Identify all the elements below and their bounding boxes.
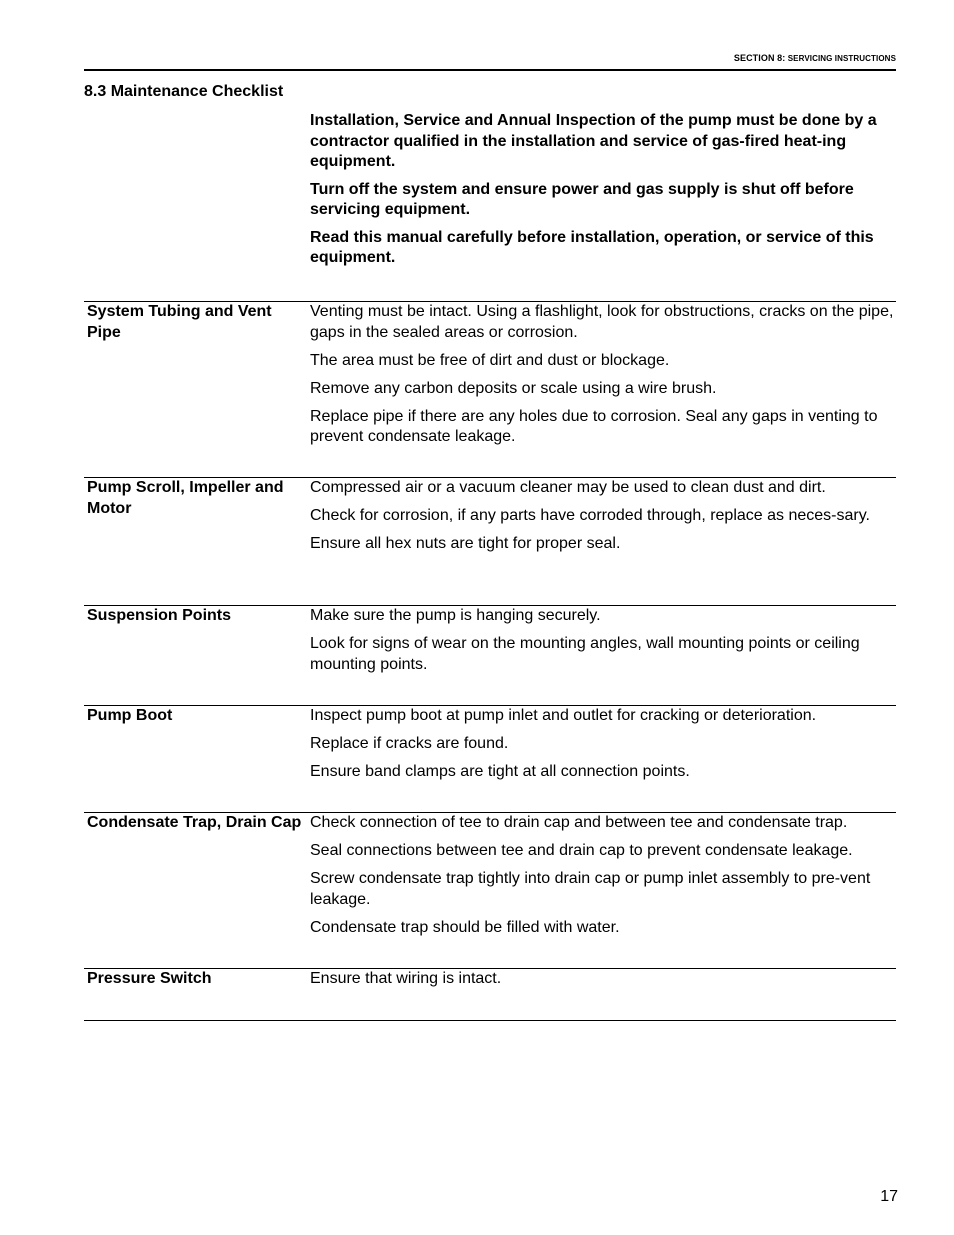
checklist-item: Ensure that wiring is intact.: [310, 970, 502, 987]
checklist-item: Venting must be intact. Using a flashlight, look for obstructions, cracks on the pipe, gaps in the sealed areas or corrosion.: [310, 303, 894, 341]
table-bottom-rule: [84, 1020, 896, 1021]
checklist-item: Make sure the pump is hanging securely.: [310, 607, 601, 624]
checklist-item: Compressed air or a vacuum cleaner may be used to clean dust and dirt.: [310, 479, 826, 496]
row-body: [310, 706, 896, 790]
checklist-item: Condensate trap should be filled with water.: [310, 918, 620, 936]
checklist-item: Ensure all hex nuts are tight for proper seal.: [310, 535, 621, 552]
page-number: 17: [880, 1188, 898, 1205]
row-body: [310, 606, 896, 683]
checklist-item: Check connection of tee to drain cap and between tee and condensate trap.: [310, 814, 848, 831]
checklist-item: Ensure band clamps are tight at all connection points.: [310, 763, 690, 780]
checklist-item: Replace if cracks are found.: [310, 735, 509, 752]
warning-paragraph: Read this manual carefully before installation, operation, or service of this equipment.: [310, 228, 874, 266]
checklist-row-pump-scroll: [84, 477, 896, 552]
running-header: SECTION 8: SERVICING INSTRUCTIONS: [733, 53, 896, 63]
checklist-item: Remove any carbon deposits or scale using a wire brush.: [310, 379, 717, 397]
checklist-row-system-tubing: [84, 301, 896, 445]
row-body: [310, 813, 896, 946]
row-label: Pressure Switch: [87, 970, 212, 987]
row-body: [310, 302, 896, 455]
row-body: [310, 478, 896, 562]
checklist-item: Check for corrosion, if any parts have corroded through, replace as neces-sary.: [310, 507, 870, 524]
checklist-row-suspension-points: [84, 605, 896, 673]
checklist-item: The area must be free of dirt and dust or blockage.: [310, 351, 670, 369]
checklist-item: Inspect pump boot at pump inlet and outlet for cracking or deterioration.: [310, 707, 817, 724]
checklist-item: Look for signs of wear on the mounting angles, wall mounting points or ceiling mounting points.: [310, 635, 860, 673]
checklist-item: Replace pipe if there are any holes due to corrosion. Seal any gaps in venting to prevent condensate leakage.: [310, 407, 878, 445]
checklist-row-pressure-switch: [84, 968, 896, 987]
row-label: Condensate Trap, Drain Cap: [87, 814, 302, 831]
section-title: 8.3 Maintenance Checklist: [84, 83, 284, 100]
checklist-item: Screw condensate trap tightly into drain cap or pump inlet assembly to pre-vent leakage.: [310, 870, 871, 908]
warning-paragraph: Turn off the system and ensure power and gas supply is shut off before servicing equipment.: [310, 180, 854, 218]
checklist-row-condensate-trap: [84, 812, 896, 936]
header-rule: [84, 69, 896, 71]
warning-paragraph: Installation, Service and Annual Inspection of the pump must be done by a contractor qualified in the installation and service of gas-fired heat-ing equipment.: [310, 112, 877, 170]
row-label: Suspension Points: [87, 607, 232, 624]
checklist-row-pump-boot: [84, 705, 896, 780]
checklist-item: Seal connections between tee and drain cap to prevent condensate leakage.: [310, 842, 853, 859]
intro-warnings: [310, 111, 896, 276]
row-label: System Tubing and Vent Pipe: [87, 303, 272, 341]
row-label: Pump Scroll, Impeller and Motor: [87, 479, 284, 517]
row-body: [310, 969, 896, 997]
row-label: Pump Boot: [87, 707, 173, 724]
